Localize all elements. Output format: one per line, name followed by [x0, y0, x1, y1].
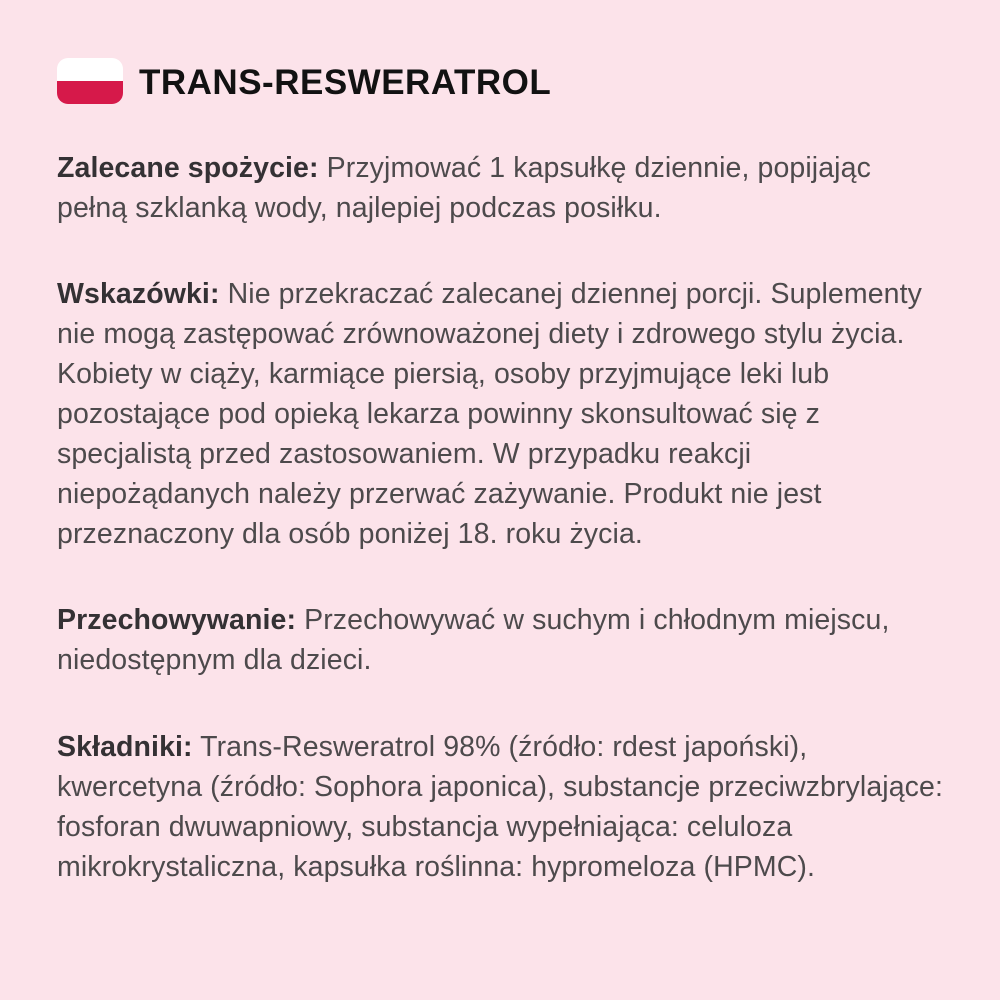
storage-text: Przechowywać w suchym i chłodnym miejscu, niedostępnym dla dzieci.: [57, 604, 890, 676]
ingredients-label: Składniki:: [57, 731, 193, 763]
recommended-intake-text: Przyjmować 1 kapsułkę dziennie, popijając pełną szklanką wody, najlepiej podczas posiłku.: [57, 152, 871, 224]
section-storage: [57, 600, 945, 680]
header: [57, 58, 945, 104]
recommended-intake-label: Zalecane spożycie:: [57, 152, 319, 184]
guidelines-text: Nie przekraczać zalecanej dziennej porcji. Suplementy nie mogą zastępować zrównoważonej diety i zdrowego stylu życia. Kobiety w ciąży, karmiące piersią, osoby przyjmujące leki lub pozostające pod opieką lekarza powinny skonsultować się z specjalistą przed zastosowaniem. W przypadku reakcji niepożądanych należy przerwać zażywanie. Produkt nie jest przeznaczony dla osób poniżej 18. roku życia.: [57, 278, 922, 550]
section-recommended-intake: [57, 148, 945, 228]
storage-label: Przechowywanie:: [57, 604, 297, 636]
page-title: TRANS-RESWERATROL: [139, 62, 552, 102]
section-guidelines: [57, 274, 945, 554]
poland-flag-white-stripe: [57, 58, 123, 81]
section-ingredients: [57, 727, 945, 887]
label-sections: [57, 148, 945, 933]
guidelines-label: Wskazówki:: [57, 278, 220, 310]
poland-flag-red-stripe: [57, 81, 123, 104]
poland-flag-icon: [57, 58, 123, 104]
ingredients-text: Trans-Resweratrol 98% (źródło: rdest japoński), kwercetyna (źródło: Sophora japonica), substancje przeciwzbrylające: fosforan dwuwapniowy, substancja wypełniająca: celuloza mikrokrystaliczna, kapsułka roślinna: hypromeloza (HPMC).: [57, 731, 943, 883]
